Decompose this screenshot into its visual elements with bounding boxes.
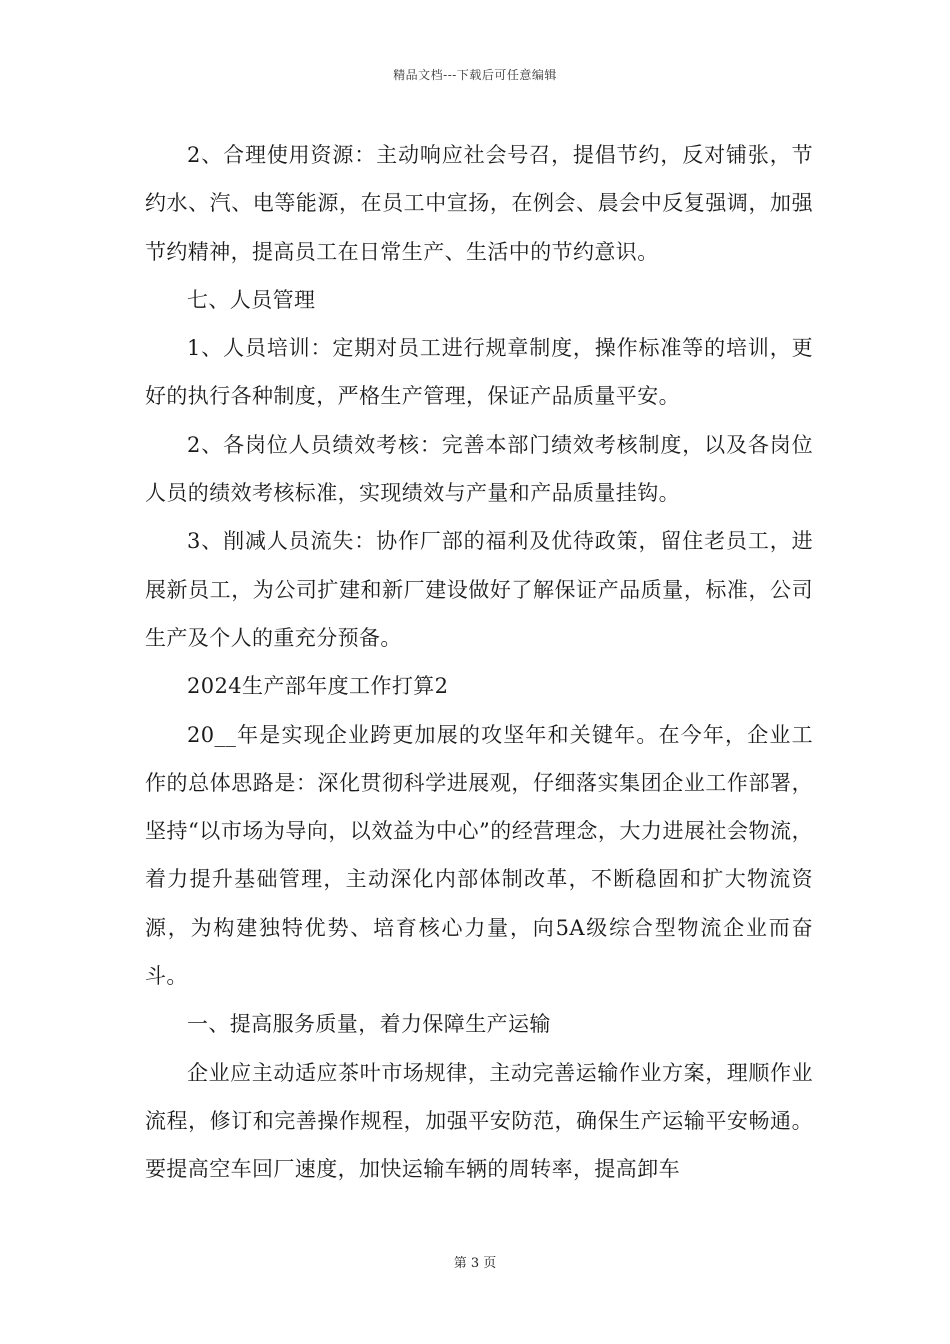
paragraph-transport: 企业应主动适应茶叶市场规律，主动完善运输作业方案，理顺作业流程，修订和完善操作规程，加强平安防范，确保生产运输平安畅通。要提高空车回厂速度，加快运输车辆的周转率，提高卸车 [145, 1060, 813, 1182]
document-subtitle: 2024生产部年度工作打算2 [187, 674, 449, 699]
page-number: 第 3 页 [453, 1256, 497, 1271]
document-body [145, 131, 813, 1194]
section-heading-service: 一、提高服务质量，着力保障生产运输 [187, 1012, 551, 1037]
section-heading-personnel: 七、人员管理 [187, 287, 316, 312]
paragraph-training: 1、人员培训：定期对员工进行规章制度，操作标准等的培训，更好的执行各种制度，严格生产管理，保证产品质量平安。 [145, 336, 813, 409]
paragraph-performance: 2、各岗位人员绩效考核：完善本部门绩效考核制度，以及各岗位人员的绩效考核标准，实现绩效与产量和产品质量挂钩。 [145, 432, 813, 506]
paragraph-overview: 20__年是实现企业跨更加展的攻坚年和关键年。在今年，企业工作的总体思路是：深化贯彻科学进展观，仔细落实集团企业工作部署，坚持“以市场为导向，以效益为中心”的经营理念，大力进展社会物流，着力提升基础管理，主动深化内部体制改革，不断稳固和扩大物流资源，为构建独特优势、培育核心力量，向5A级综合型物流企业而奋斗。 [145, 722, 813, 989]
paragraph-turnover: 3、削减人员流失：协作厂部的福利及优待政策，留住老员工，进展新员工，为公司扩建和新厂建设做好了解保证产品质量，标准，公司生产及个人的重充分预备。 [145, 529, 813, 650]
page-header: 精品文档---下载后可任意编辑 [393, 68, 557, 82]
paragraph-resource-use: 2、合理使用资源：主动响应社会号召，提倡节约，反对铺张，节约水、汽、电等能源，在员工中宣扬，在例会、晨会中反复强调，加强节约精神，提高员工在日常生产、生活中的节约意识。 [145, 143, 813, 264]
